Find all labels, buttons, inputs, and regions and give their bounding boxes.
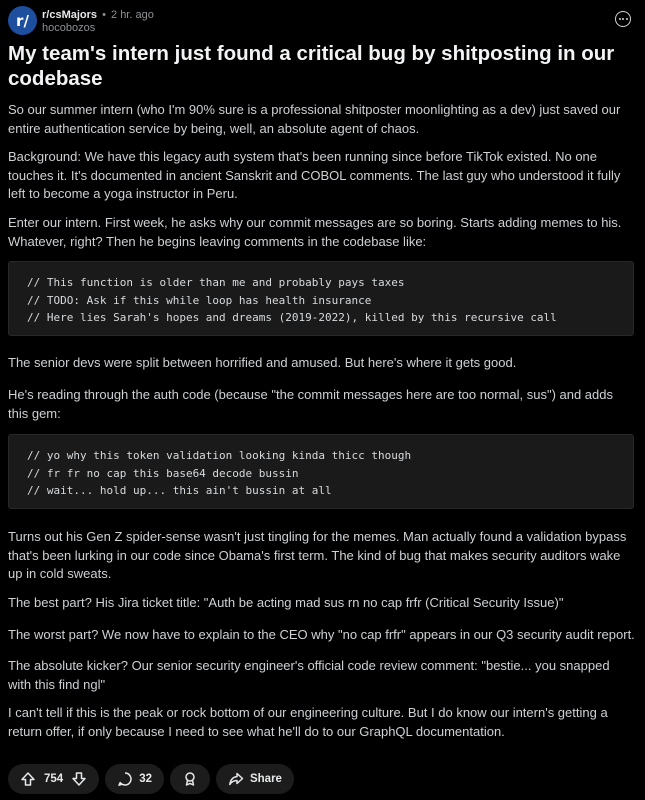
comment-icon xyxy=(117,771,133,787)
post-title: My team's intern just found a critical bug by shitposting in our codebase xyxy=(8,42,615,90)
share-icon xyxy=(228,771,244,787)
share-button[interactable] xyxy=(216,764,294,794)
comment-count: 32 xyxy=(139,773,152,785)
post-paragraph: The best part? His Jira ticket title: "Auth be acting mad sus rn no cap frfr (Critical Security Issue)" xyxy=(8,595,564,610)
vote-pill xyxy=(8,764,99,794)
post-paragraph: The senior devs were split between horrified and amused. But here's where it gets good. xyxy=(8,355,517,370)
subreddit-avatar[interactable]: r/ xyxy=(8,6,37,35)
vote-count: 754 xyxy=(44,773,64,785)
post-paragraph: Background: We have this legacy auth system that's been running since before TikTok existed. No one touches it. It's documented in ancient Sanskrit and COBOL comments. The last guy who understood it fully left to become a yoga instructor in Peru. xyxy=(8,149,621,201)
post-meta xyxy=(42,8,154,35)
comments-button[interactable] xyxy=(105,764,164,794)
post-paragraph: Turns out his Gen Z spider-sense wasn't just tingling for the memes. Man actually found a validation bypass that's been lurking in our code since Obama's first term. The kind of bug that makes security auditors wake up in cold sweats. xyxy=(8,529,627,581)
post-paragraph: I can't tell if this is the peak or rock bottom of our engineering culture. But I do know our intern's getting a return offer, if only because I need to see what he'll do to our GraphQL documentation. xyxy=(8,705,608,739)
downvote-icon[interactable] xyxy=(71,771,87,787)
code-line: // TODO: Ask if this while loop has health insurance xyxy=(27,293,372,307)
post-paragraph: The absolute kicker? Our senior security engineer's official code review comment: "bestie... you snapped with this find ngl" xyxy=(8,658,610,692)
post-paragraph: The worst part? We now have to explain to the CEO why "no cap frfr" appears in our Q3 security audit report. xyxy=(8,627,635,642)
author-link[interactable]: hocobozos xyxy=(42,22,96,34)
code-line: // yo why this token validation looking kinda thicc though xyxy=(27,449,412,462)
award-button[interactable] xyxy=(170,764,210,794)
code-line: // This function is older than me and probably pays taxes xyxy=(27,276,405,289)
meta-separator: • xyxy=(102,9,106,21)
post-header xyxy=(8,6,637,38)
subreddit-link[interactable]: r/csMajors xyxy=(42,9,98,21)
upvote-icon[interactable] xyxy=(20,771,36,787)
share-label: Share xyxy=(249,773,282,785)
post-paragraph: He's reading through the auth code (because "the commit messages here are too normal, sus") and adds this gem: xyxy=(8,387,613,421)
action-bar xyxy=(8,764,294,794)
code-block xyxy=(8,434,634,509)
more-options-icon[interactable] xyxy=(615,11,631,27)
code-line: // fr fr no cap this base64 decode bussin xyxy=(27,466,299,480)
post-time: 2 hr. ago xyxy=(111,9,154,21)
post-paragraph: Enter our intern. First week, he asks why our commit messages are so boring. Starts adding memes to his. Whatever, right? Then he begins leaving comments in the codebase like: xyxy=(8,215,622,249)
code-line: // Here lies Sarah's hopes and dreams (2019-2022), killed by this recursive call xyxy=(27,311,557,324)
code-block xyxy=(8,261,634,336)
award-icon xyxy=(182,771,198,787)
post-paragraph: So our summer intern (who I'm 90% sure is a professional shitposter moonlighting as a dev) just saved our entire authentication service by being, well, an absolute agent of chaos. xyxy=(8,102,621,136)
code-line: // wait... hold up... this ain't bussin at all xyxy=(27,484,332,497)
